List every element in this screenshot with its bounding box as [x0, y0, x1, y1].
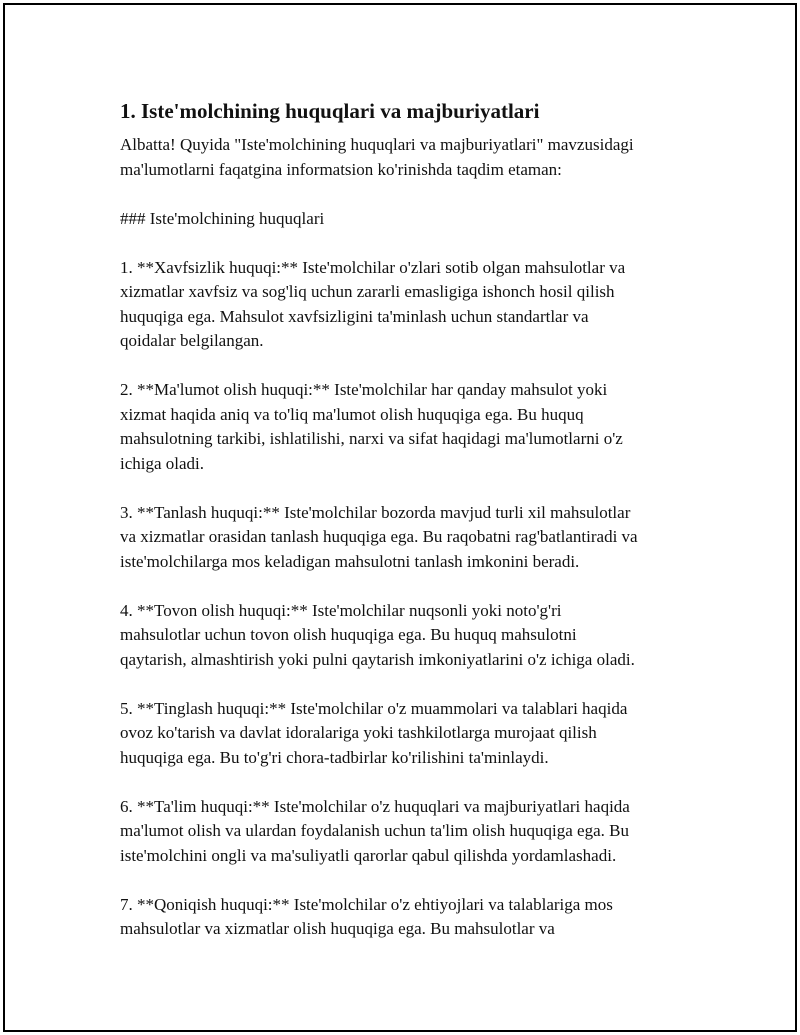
list-item — [120, 378, 690, 476]
section-heading-text: ### Iste'molchining huquqlari — [120, 208, 325, 228]
intro-line: Albatta! Quyida "Iste'molchining huquqlari va majburiyatlari" mavzusidagi — [120, 135, 634, 154]
item-line: iste'molchilarga mos keladigan mahsulotni tanlash imkonini beradi. — [120, 551, 580, 571]
item-line: ovoz ko'tarish va davlat idoralariga yoki tashkilotlarga murojaat qilish — [120, 723, 597, 742]
item-line: mahsulotning tarkibi, ishlatilishi, narxi va sifat haqidagi ma'lumotlarni o'z — [120, 429, 623, 448]
item-line: mahsulotlar uchun tovon olish huquqiga ega. Bu huquq mahsulotni — [120, 625, 577, 644]
list-item — [120, 501, 690, 575]
item-line: ichiga oladi. — [120, 453, 205, 473]
item-line: qaytarish, almashtirish yoki pulni qaytarish imkoniyatlarini o'z ichiga oladi. — [120, 649, 635, 669]
section-heading — [120, 207, 690, 232]
item-line: xizmat haqida aniq va to'liq ma'lumot olish huquqiga ega. Bu huquq — [120, 404, 584, 424]
item-line: va xizmatlar orasidan tanlash huquqiga ega. Bu raqobatni rag'batlantiradi va — [120, 527, 638, 546]
item-line: huquqiga ega. Bu to'g'ri chora-tadbirlar ko'rilishini ta'minlaydi. — [120, 747, 549, 767]
item-line: 2. **Ma'lumot olish huquqi:** Iste'molchilar har qanday mahsulot yoki — [120, 380, 608, 399]
list-item — [120, 893, 690, 942]
item-line: 3. **Tanlash huquqi:** Iste'molchilar bozorda mavjud turli xil mahsulotlar — [120, 502, 631, 522]
item-line: huquqiga ega. Mahsulot xavfsizligini ta'minlash uchun standartlar va — [120, 306, 589, 326]
item-line: iste'molchini ongli va ma'suliyatli qarorlar qabul qilishda yordamlashadi. — [120, 845, 617, 865]
item-line: 6. **Ta'lim huquqi:** Iste'molchilar o'z huquqlari va majburiyatlari haqida — [120, 796, 630, 816]
document-body — [120, 97, 690, 966]
item-line: ma'lumot olish va ulardan foydalanish uchun ta'lim olish huquqiga ega. Bu — [120, 821, 629, 840]
document-title: 1. Iste'molchining huquqlari va majburiyatlari — [120, 99, 540, 123]
list-item — [120, 795, 690, 869]
item-line: 7. **Qoniqish huquqi:** Iste'molchilar o'z ehtiyojlari va talablariga mos — [120, 894, 613, 914]
list-item — [120, 599, 690, 673]
item-line: xizmatlar xavfsiz va sog'liq uchun zararli emasligiga ishonch hosil qilish — [120, 282, 615, 301]
item-line: 5. **Tinglash huquqi:** Iste'molchilar o'z muammolari va talablari haqida — [120, 698, 628, 718]
item-line: 4. **Tovon olish huquqi:** Iste'molchilar nuqsonli yoki noto'g'ri — [120, 600, 562, 620]
item-line: 1. **Xavfsizlik huquqi:** Iste'molchilar o'zlari sotib olgan mahsulotlar va — [120, 257, 626, 277]
list-item — [120, 256, 690, 354]
intro-paragraph — [120, 133, 690, 182]
page-frame — [3, 3, 797, 1032]
item-line: mahsulotlar va xizmatlar olish huquqiga ega. Bu mahsulotlar va — [120, 919, 555, 938]
list-item — [120, 697, 690, 771]
item-line: qoidalar belgilangan. — [120, 331, 264, 350]
intro-line: ma'lumotlarni faqatgina informatsion ko'rinishda taqdim etaman: — [120, 159, 562, 179]
